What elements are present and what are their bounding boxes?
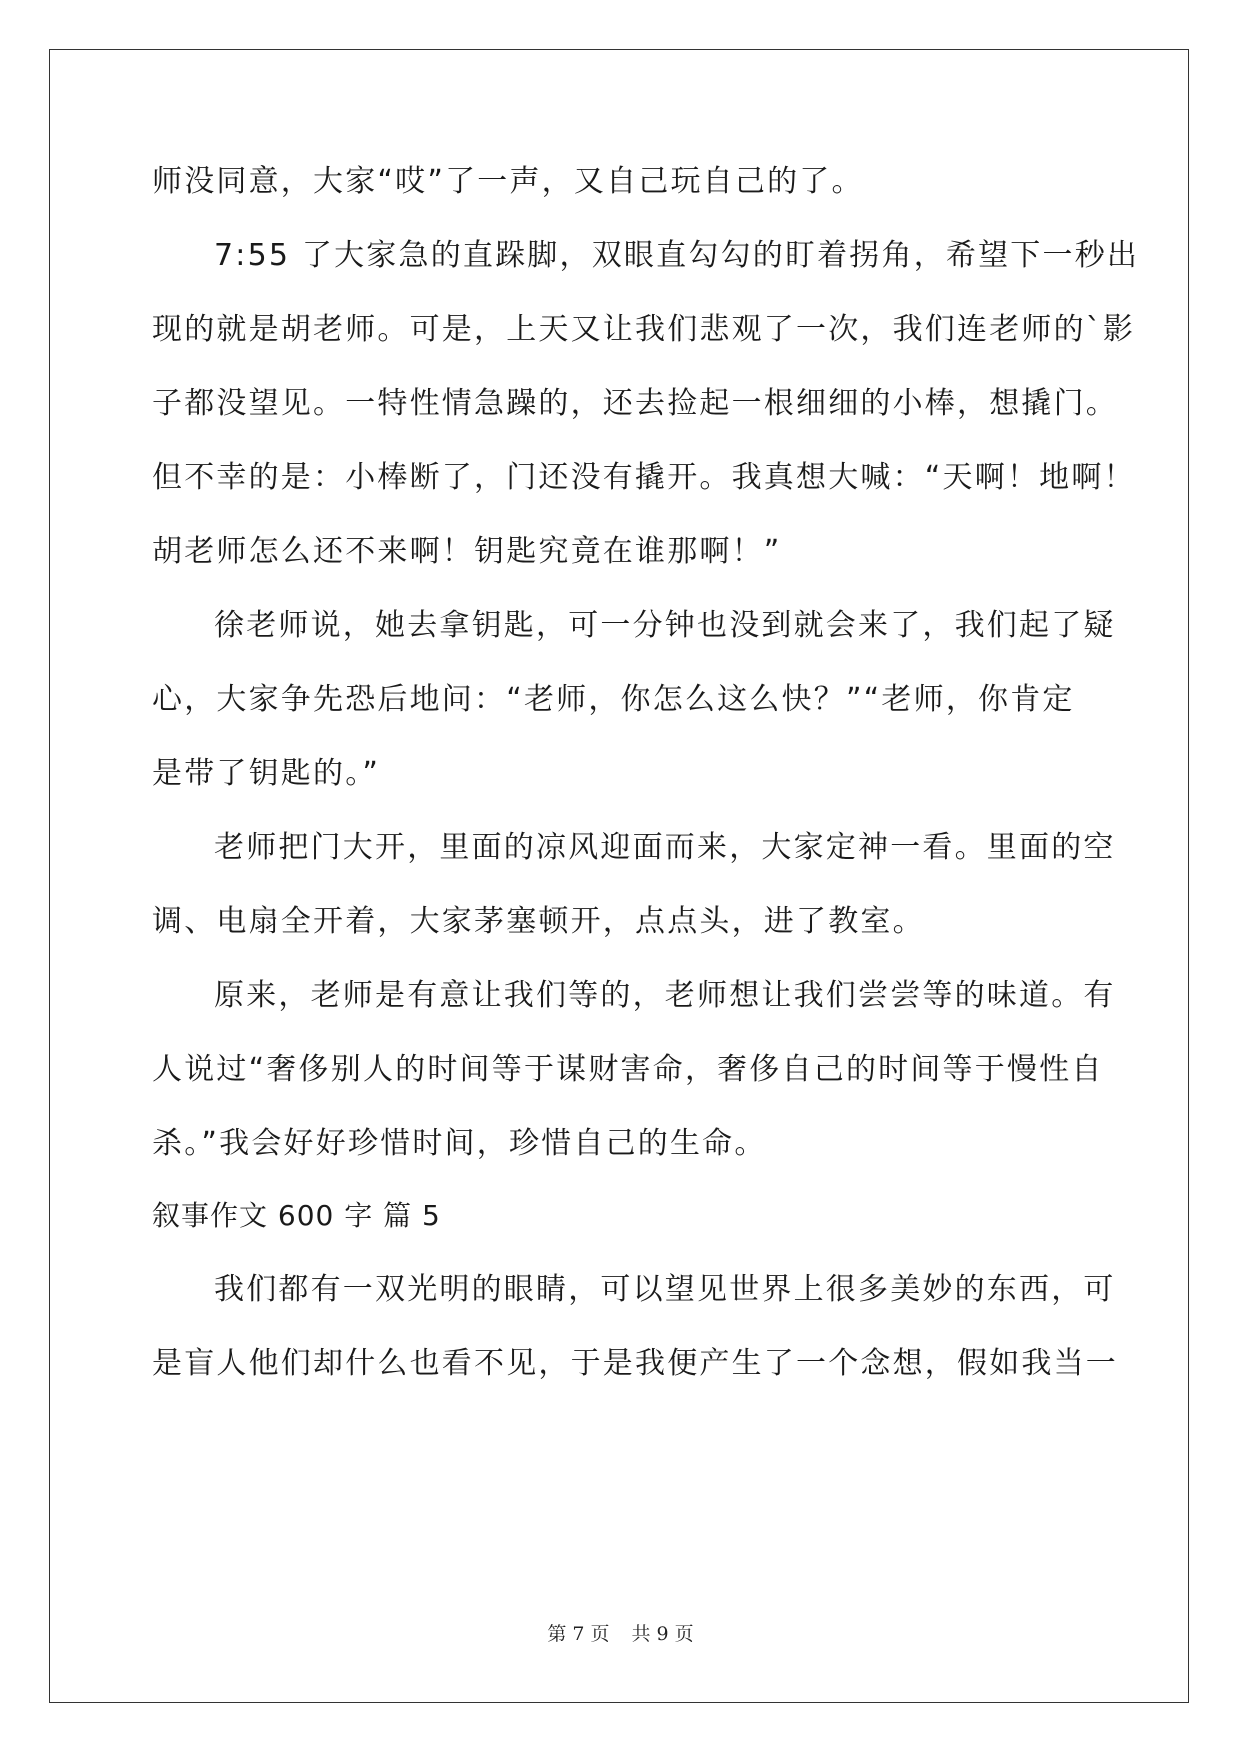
text-line: 是带了钥匙的。” bbox=[152, 756, 381, 791]
text-line: 是盲人他们却什么也看不见，于是我便产生了一个念想，假如我当一 bbox=[152, 1346, 1118, 1381]
text-line: 心，大家争先恐后地问：“老师，你怎么这么快？”“老师，你肯定 bbox=[152, 682, 1075, 717]
text-line: 胡老师怎么还不来啊！钥匙究竟在谁那啊！” bbox=[152, 534, 782, 569]
paragraph-start-line: 我们都有一双光明的眼睛，可以望见世界上很多美妙的东西，可 bbox=[214, 1272, 1116, 1307]
paragraph-start-line: 老师把门大开，里面的凉风迎面而来，大家定神一看。里面的空 bbox=[214, 830, 1116, 865]
page-number-total: 共 9 页 bbox=[631, 1623, 694, 1645]
paragraph-start-line: 7:55 了大家急的直跺脚，双眼直勾勾的盯着拐角，希望下一秒出 bbox=[214, 238, 1140, 273]
paragraph-start-line: 原来，老师是有意让我们等的，老师想让我们尝尝等的味道。有 bbox=[214, 978, 1116, 1013]
page-border bbox=[49, 49, 1189, 1703]
text-line: 子都没望见。一特性情急躁的，还去捡起一根细细的小棒，想撬门。 bbox=[152, 386, 1118, 421]
paragraph-start-line: 徐老师说，她去拿钥匙，可一分钟也没到就会来了，我们起了疑 bbox=[214, 608, 1116, 643]
page-number-current: 第 7 页 bbox=[547, 1623, 610, 1645]
page-footer bbox=[0, 1622, 1241, 1646]
text-line: 但不幸的是：小棒断了，门还没有撬开。我真想大喊：“天啊！地啊！ bbox=[152, 460, 1136, 495]
text-line: 人说过“奢侈别人的时间等于谋财害命，奢侈自己的时间等于慢性自 bbox=[152, 1052, 1104, 1087]
text-line: 师没同意，大家“哎”了一声，又自己玩自己的了。 bbox=[152, 164, 864, 199]
text-line: 杀。”我会好好珍惜时间，珍惜自己的生命。 bbox=[152, 1126, 767, 1161]
text-line: 现的就是胡老师。可是，上天又让我们悲观了一次，我们连老师的`影 bbox=[152, 312, 1136, 347]
text-line: 调、电扇全开着，大家茅塞顿开，点点头，进了教室。 bbox=[152, 904, 925, 939]
section-heading: 叙事作文 600 字 篇 5 bbox=[152, 1199, 441, 1232]
